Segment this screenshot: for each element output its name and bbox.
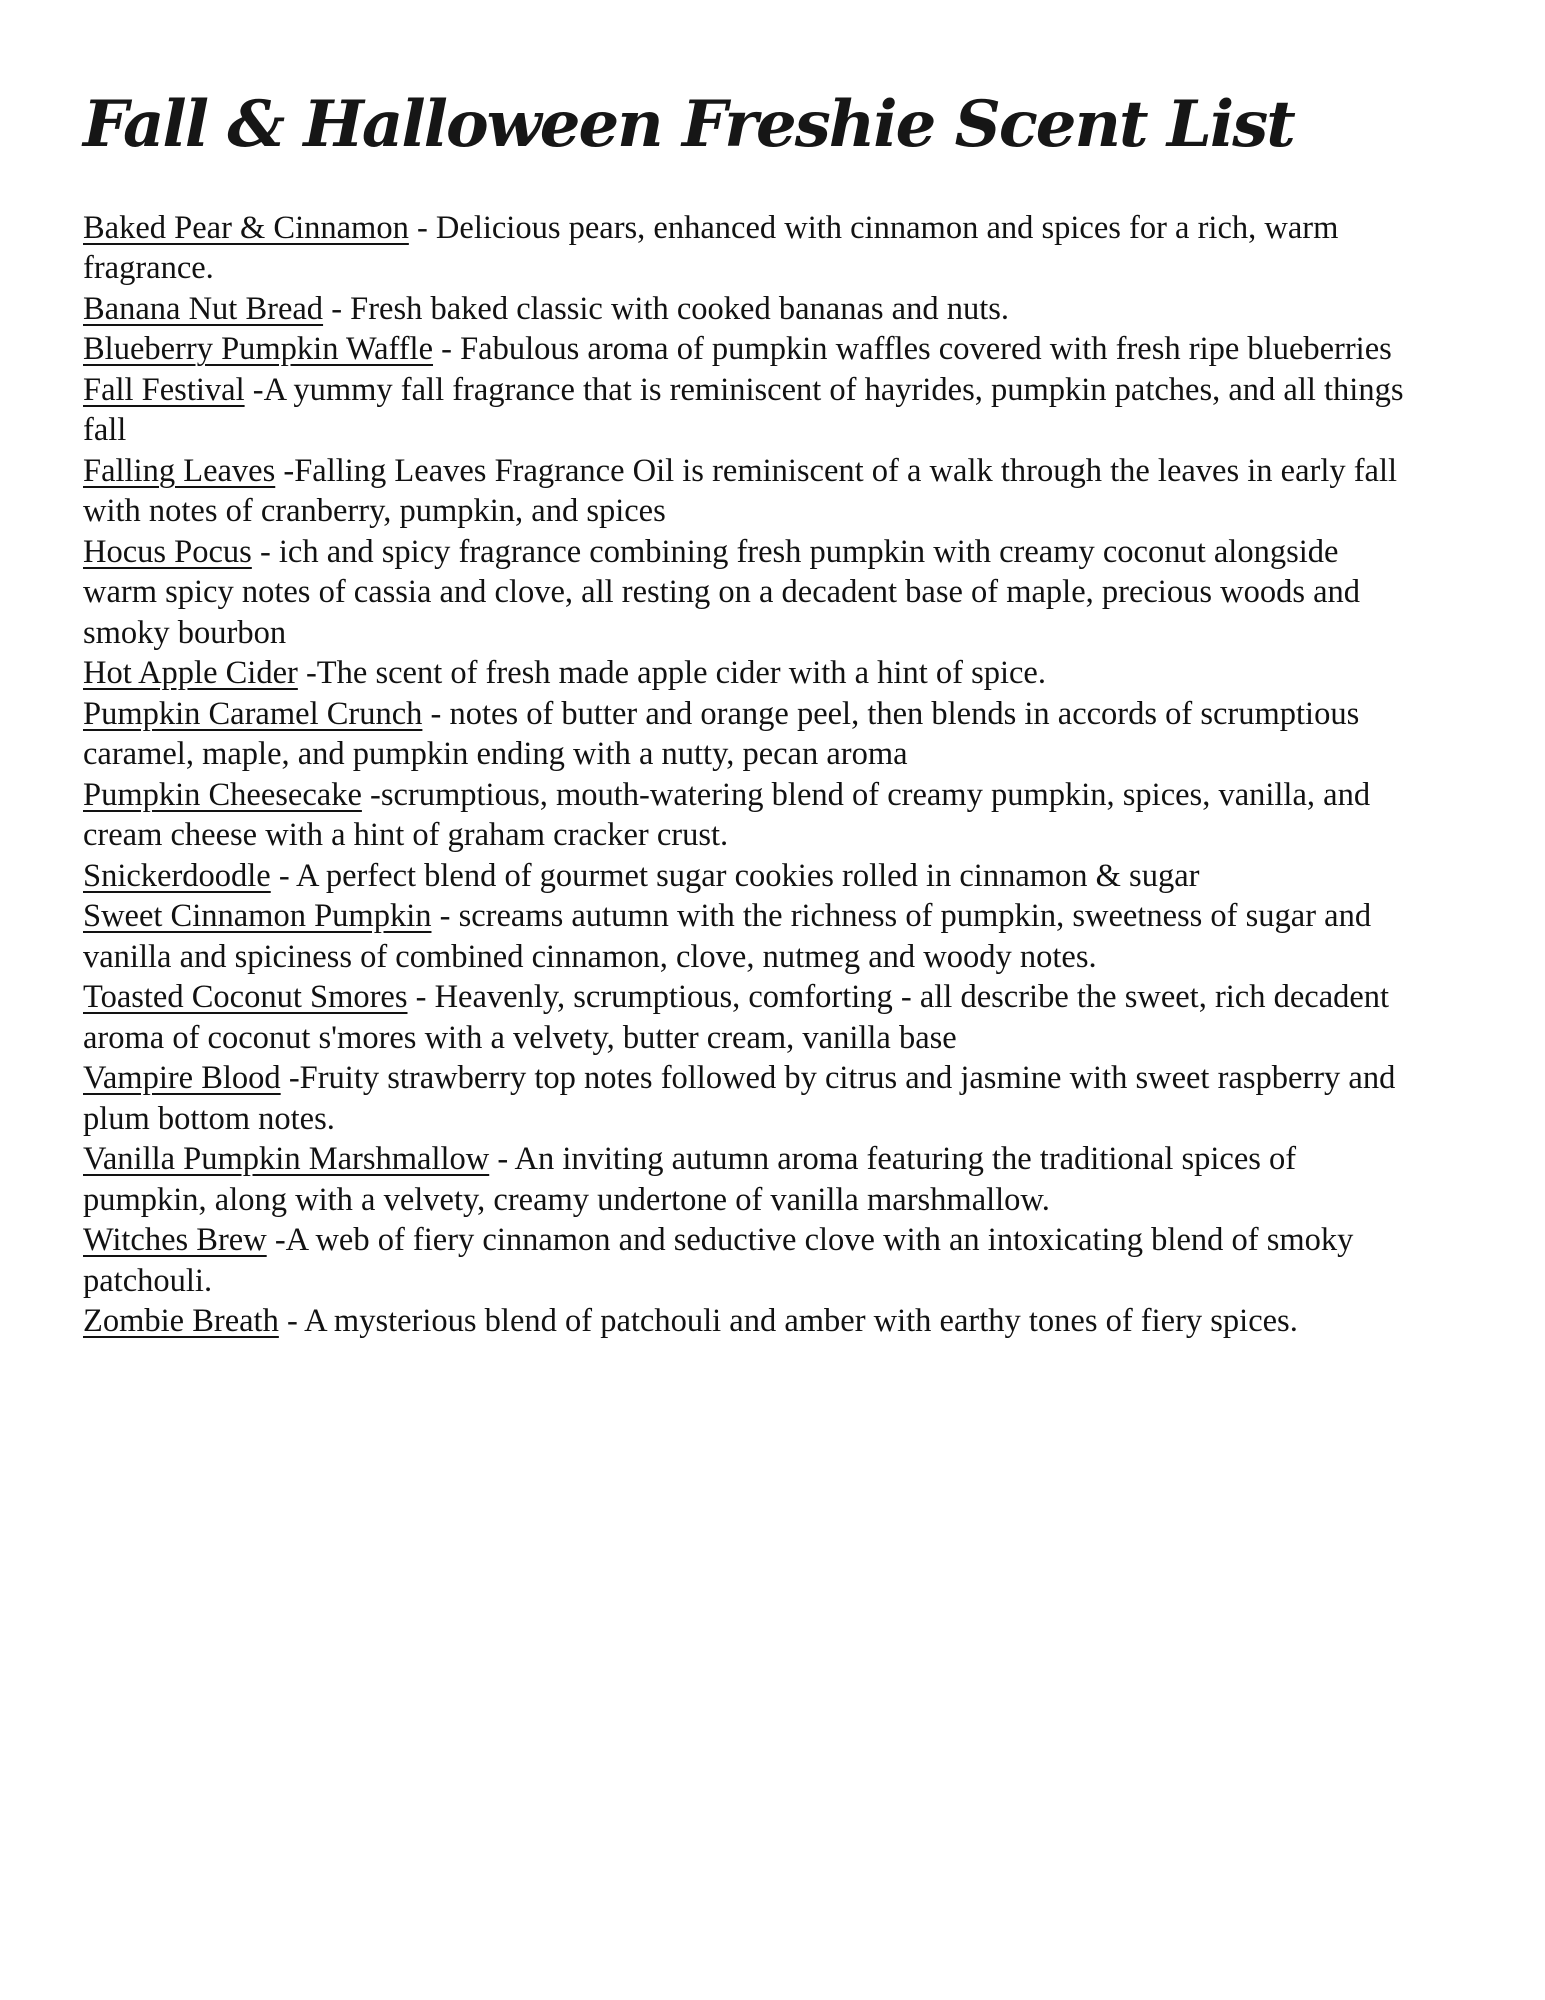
scent-separator: -: [297, 655, 317, 692]
scent-separator: -: [275, 452, 295, 489]
scent-name: Sweet Cinnamon Pumpkin: [83, 898, 432, 935]
scent-entry: [83, 208, 1418, 289]
scent-name: Hot Apple Cider: [83, 655, 298, 692]
scent-separator: -: [266, 1222, 286, 1259]
scent-name: Hocus Pocus: [83, 533, 252, 570]
scent-description: ich and spicy fragrance combining fresh pumpkin with creamy coconut alongside warm spicy notes of cassia and clove, all resting on a decadent base of maple, precious woods and smoky bourbon: [83, 533, 1361, 651]
scent-name: Pumpkin Caramel Crunch: [83, 695, 423, 732]
scent-entry: [83, 694, 1418, 775]
scent-separator: -: [489, 1141, 515, 1178]
scent-entry: [83, 1220, 1418, 1301]
scent-name: Blueberry Pumpkin Waffle: [83, 331, 434, 368]
scent-entry: [83, 1058, 1418, 1139]
scent-description: Heavenly, scrumptious, comforting - all describe the sweet, rich decadent aroma of coconut s'mores with a velvety, butter cream, vanilla base: [83, 979, 1390, 1056]
scent-description: A perfect blend of gourmet sugar cookies rolled in cinnamon & sugar: [296, 857, 1200, 894]
scent-separator: -: [408, 209, 436, 246]
scent-description: Fabulous aroma of pumpkin waffles covered with fresh ripe blueberries: [460, 331, 1392, 368]
scent-separator: -: [323, 290, 351, 327]
scent-name: Witches Brew: [83, 1222, 267, 1259]
scent-description: Falling Leaves Fragrance Oil is reminiscent of a walk through the leaves in early fall with notes of cranberry, pumpkin, and spices: [83, 452, 1398, 530]
scent-description: A web of fiery cinnamon and seductive clove with an intoxicating blend of smoky patchouli.: [83, 1222, 1354, 1299]
scent-name: Fall Festival: [83, 371, 245, 408]
scent-list: [83, 208, 1418, 1342]
scent-description: A yummy fall fragrance that is reminiscent of hayrides, pumpkin patches, and all things fall: [83, 371, 1404, 449]
scent-description: Fruity strawberry top notes followed by citrus and jasmine with sweet raspberry and plum bottom notes.: [83, 1060, 1396, 1137]
scent-separator: -: [422, 695, 450, 732]
scent-separator: -: [270, 857, 297, 894]
scent-description: An inviting autumn aroma featuring the traditional spices of pumpkin, along with a velvety, creamy undertone of vanilla marshmallow.: [83, 1141, 1297, 1218]
scent-entry: [83, 289, 1418, 330]
scent-entry: [83, 451, 1418, 532]
scent-entry: [83, 1139, 1418, 1220]
scent-description: screams autumn with the richness of pumpkin, sweetness of sugar and vanilla and spiciness of combined cinnamon, clove, nutmeg and woody notes.: [83, 898, 1372, 975]
scent-name: Zombie Breath: [83, 1303, 279, 1340]
scent-entry: [83, 775, 1418, 856]
scent-separator: -: [244, 371, 264, 408]
scent-name: Baked Pear & Cinnamon: [83, 209, 409, 246]
scent-separator: -: [433, 331, 461, 368]
scent-separator: -: [431, 898, 459, 935]
scent-entry: [83, 896, 1418, 977]
scent-name: Banana Nut Bread: [83, 290, 324, 327]
scent-description: Delicious pears, enhanced with cinnamon and spices for a rich, warm fragrance.: [83, 209, 1339, 287]
scent-entry: [83, 532, 1418, 654]
scent-name: Toasted Coconut Smores: [83, 979, 408, 1016]
scent-description: notes of butter and orange peel, then blends in accords of scrumptious caramel, maple, and pumpkin ending with a nutty, pecan aroma: [83, 695, 1360, 773]
scent-separator: -: [361, 776, 381, 813]
scent-name: Vampire Blood: [83, 1060, 281, 1097]
scent-name: Snickerdoodle: [83, 857, 271, 894]
scent-separator: -: [280, 1060, 300, 1097]
scent-description: Fresh baked classic with cooked bananas and nuts.: [350, 290, 1009, 327]
scent-name: Falling Leaves: [83, 452, 276, 489]
scent-entry: [83, 1301, 1418, 1342]
scent-separator: -: [251, 533, 279, 570]
scent-entry: [83, 370, 1418, 451]
scent-entry: [83, 977, 1418, 1058]
page-title: Fall & Halloween Freshie Scent List: [83, 86, 1294, 162]
scent-description: scrumptious, mouth-watering blend of creamy pumpkin, spices, vanilla, and cream cheese with a hint of graham cracker crust.: [83, 776, 1371, 854]
scent-description: A mysterious blend of patchouli and amber with earthy tones of fiery spices.: [304, 1303, 1298, 1340]
scent-description: The scent of fresh made apple cider with a hint of spice.: [316, 655, 1046, 692]
scent-name: Pumpkin Cheesecake: [83, 776, 362, 813]
scent-entry: [83, 329, 1418, 370]
scent-entry: [83, 653, 1418, 694]
scent-name: Vanilla Pumpkin Marshmallow: [83, 1141, 490, 1178]
scent-entry: [83, 856, 1418, 897]
scent-separator: -: [407, 979, 435, 1016]
scent-separator: -: [278, 1303, 305, 1340]
